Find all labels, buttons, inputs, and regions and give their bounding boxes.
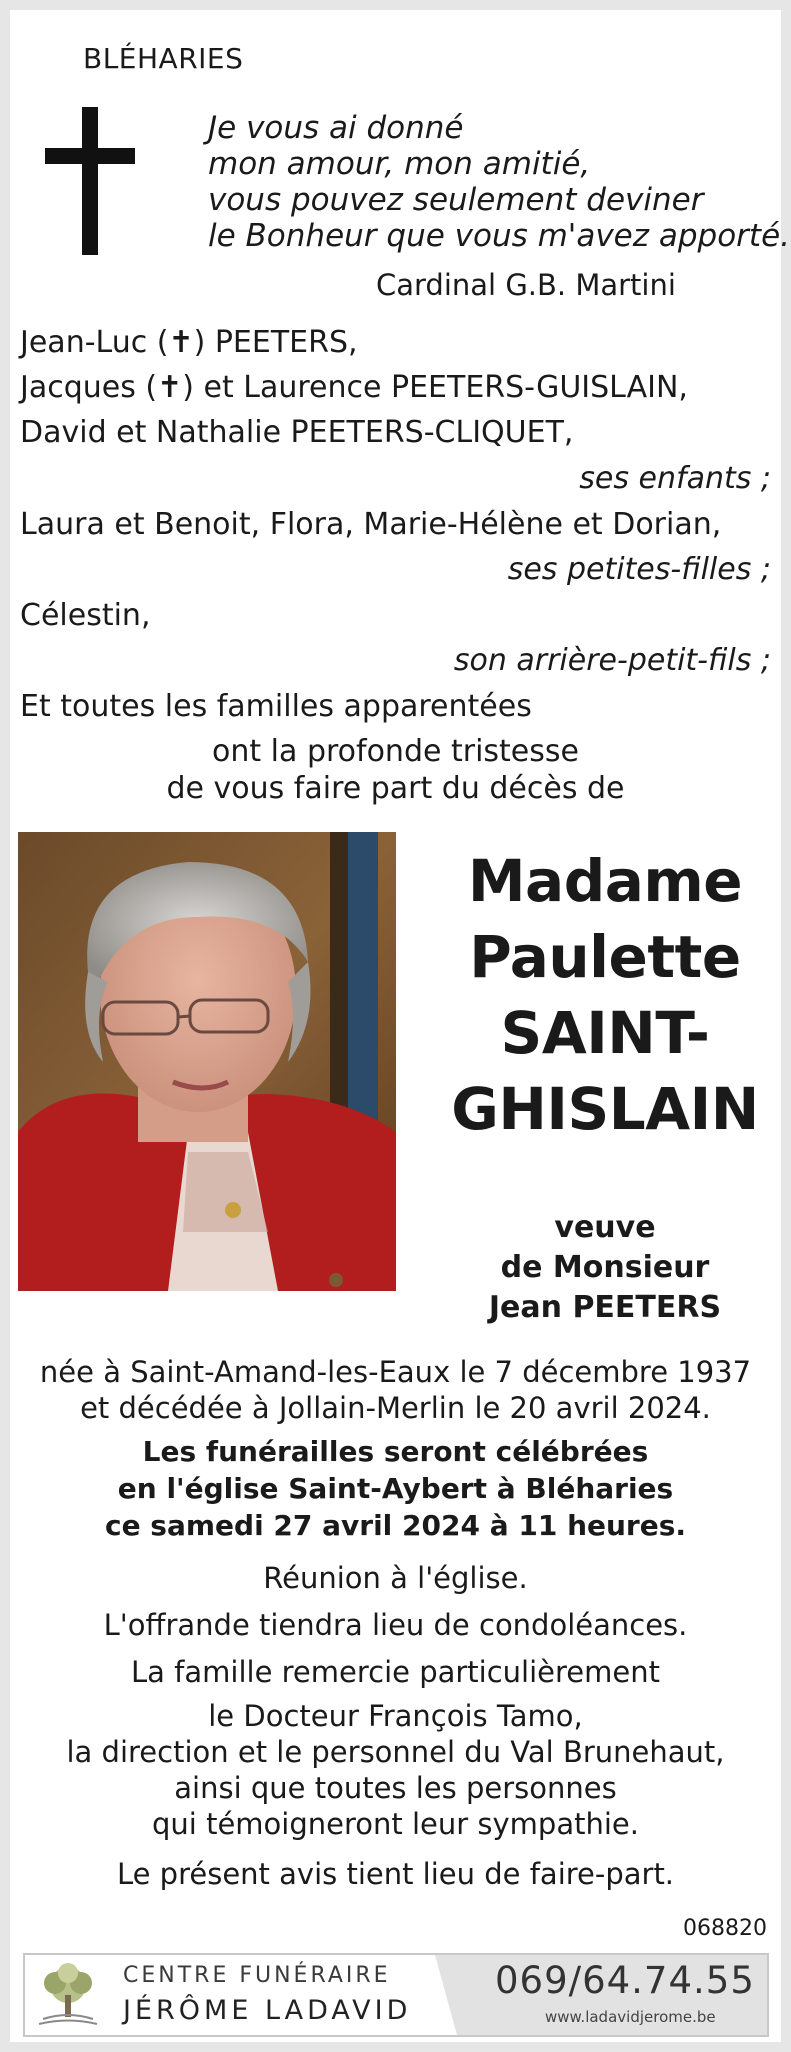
- family-line: Jacques (✝) et Laurence PEETERS-GUISLAIN,: [20, 370, 688, 405]
- family-role: ses petites-filles ;: [507, 552, 771, 587]
- latin-cross-icon: [45, 107, 135, 257]
- name-line: GHISLAIN: [451, 1075, 759, 1143]
- phone-number: 069/64.74.55: [495, 1959, 755, 2002]
- city-heading: BLÉHARIES: [83, 42, 244, 75]
- thanks-line: qui témoigneront leur sympathie.: [152, 1807, 639, 1841]
- widow-of: [435, 1208, 775, 1328]
- name-line: SAINT-: [500, 999, 710, 1067]
- birth-info: née à Saint-Amand-les-Eaux le 7 décembre 1937: [39, 1355, 752, 1389]
- thanks-line: la direction et le personnel du Val Brunehaut,: [66, 1735, 725, 1769]
- family-line: ont la profonde tristesse: [212, 734, 579, 769]
- name-line: Paulette: [469, 923, 741, 991]
- thanks-line: le Docteur François Tamo,: [208, 1699, 583, 1733]
- family-line: Jean-Luc (✝) PEETERS,: [20, 325, 358, 360]
- company-line: JÉRÔME LADAVID: [123, 1995, 412, 2026]
- thanks-line: La famille remercie particulièrement: [131, 1655, 660, 1689]
- website-link[interactable]: www.ladavidjerome.be: [545, 2008, 716, 2026]
- quote-line: vous pouvez seulement deviner: [208, 182, 704, 218]
- thanks-line: ainsi que toutes les personnes: [174, 1771, 617, 1805]
- family-role: son arrière-petit-fils ;: [453, 643, 771, 678]
- quote-line: mon amour, mon amitié,: [208, 146, 591, 182]
- death-info: et décédée à Jollain-Merlin le 20 avril 2024.: [80, 1391, 711, 1425]
- quote: [208, 110, 790, 254]
- notice-line: Le présent avis tient lieu de faire-part.: [116, 1857, 675, 1891]
- funeral-line: Les funérailles seront célébrées: [142, 1435, 649, 1468]
- family-line: Laura et Benoit, Flora, Marie-Hélène et Dorian,: [20, 507, 722, 542]
- widow-line: Jean PEETERS: [488, 1290, 722, 1325]
- quote-author: Cardinal G.B. Martini: [376, 268, 676, 302]
- reference-number: 068820: [683, 1916, 767, 1941]
- family-line: Et toutes les familles apparentées: [20, 689, 532, 724]
- widow-line: de Monsieur: [500, 1250, 710, 1285]
- family-line: Célestin,: [20, 598, 151, 633]
- family-line: de vous faire part du décès de: [166, 771, 625, 806]
- company-line: CENTRE FUNÉRAIRE: [123, 1963, 391, 1988]
- funeral-line: ce samedi 27 avril 2024 à 11 heures.: [104, 1509, 687, 1542]
- funeral-line: en l'église Saint-Aybert à Bléharies: [117, 1472, 674, 1505]
- funeral-home-banner: [23, 1953, 769, 2037]
- offering-info: L'offrande tiendra lieu de condoléances.: [103, 1608, 688, 1642]
- family-line: David et Nathalie PEETERS-CLIQUET,: [20, 415, 574, 450]
- quote-line: Je vous ai donné: [208, 110, 464, 146]
- deceased-name: [435, 843, 775, 1147]
- obituary-notice: [10, 10, 791, 2042]
- family-role: ses enfants ;: [579, 461, 771, 496]
- meeting-info: Réunion à l'église.: [263, 1561, 528, 1595]
- widow-line: veuve: [554, 1210, 656, 1245]
- portrait-photo: [18, 832, 396, 1291]
- tree-logo-icon: [35, 1961, 101, 2029]
- quote-line: le Bonheur que vous m'avez apporté.: [208, 218, 791, 254]
- name-line: Madame: [467, 847, 743, 915]
